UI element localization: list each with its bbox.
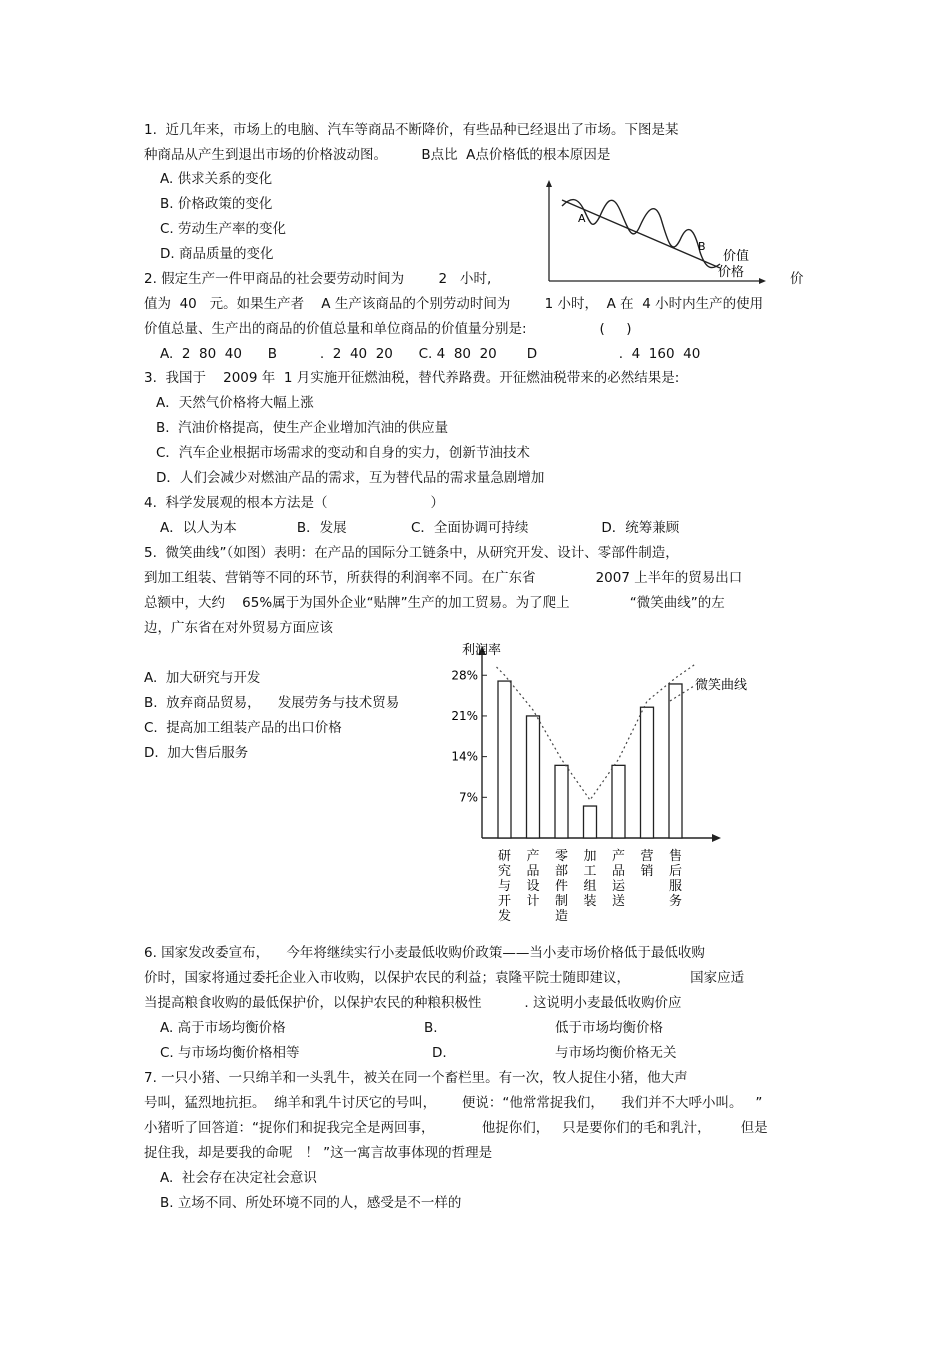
q1-option-d: D. 商品质量的变化: [160, 246, 274, 262]
q3-option-a: A．天然气价格将大幅上涨: [156, 395, 314, 411]
category-label: 产品运送: [612, 849, 626, 909]
y-tick-label: 28%: [451, 668, 478, 683]
smile-curve-label: 微笑曲线: [695, 678, 748, 693]
bar-7: [669, 684, 682, 838]
q1-option-b: B. 价格政策的变化: [160, 196, 273, 212]
smile-curve-chart: [440, 636, 770, 936]
q5-line4: 边，广东省在对外贸易方面应该: [144, 620, 333, 636]
q2-options: A. 2 80 40 B . 2 40 20 C. 4 80 20 D . 4 160 40: [160, 346, 701, 362]
q6-option-c: C. 与市场均衡价格相等: [160, 1045, 300, 1061]
q1-line2: 种商品从产生到退出市场的价格波动图。 B点比 A点价格低的根本原因是: [144, 147, 611, 163]
q2-line3: 价值总量、生产出的商品的价值总量和单位商品的价值量分别是: ( ): [144, 321, 632, 337]
bar-1: [498, 681, 511, 838]
bar-6: [641, 707, 654, 838]
q7-option-a: A. 社会存在决定社会意识: [160, 1170, 317, 1186]
q2-line2: 值为 40 元。如果生产者 A 生产该商品的个别劳动时间为 1 小时， A 在 4 小时内生产的使用: [144, 296, 764, 312]
q5-option-d: D. 加大售后服务: [144, 745, 249, 761]
q5-option-b: B. 放弃商品贸易， 发展劳务与技术贸易: [144, 695, 400, 711]
q5-line1: 5. 微笑曲线”（如图）表明：在产品的国际分工链条中，从研究开发、设计、零部件制造，: [144, 545, 679, 561]
category-label: 加工组装: [583, 849, 597, 909]
value-legend-label: 价值: [723, 249, 750, 264]
category-label: 研究与开发: [498, 849, 512, 924]
q2-line1: 2. 假定生产一件甲商品的社会要劳动时间为 2 小时,: [144, 271, 492, 287]
bar-3: [555, 765, 568, 838]
q4-line1: 4. 科学发展观的根本方法是（ ）: [144, 495, 444, 511]
bar-5: [612, 765, 625, 838]
y-tick-label: 21%: [451, 708, 478, 723]
q6-line3: 当提高粮食收购的最低保护价，以保护农民的种粮积极性 . 这说明小麦最低收购价应: [144, 995, 682, 1011]
q3-option-b: B. 汽油价格提高，使生产企业增加汽油的供应量: [156, 420, 449, 436]
q6-option-b-letter: B.: [424, 1020, 438, 1036]
q3-option-c: C．汽车企业根据市场需求的变动和自身的实力，创新节油技术: [156, 445, 530, 461]
point-b-label: B: [698, 240, 706, 253]
q7-line3: 小猪听了回答道：“捉你们和捉我完全是两回事， 他捉你们， 只是要你们的毛和乳汁， 但是: [144, 1120, 768, 1136]
y-tick-label: 14%: [451, 749, 478, 764]
value-line: [562, 200, 720, 268]
price-chart-y-arrow: [546, 180, 552, 187]
y-tick-label: 7%: [458, 790, 478, 805]
q7-line4: 捉住我，却是要我的命呢 ！ ”这一寓言故事体现的哲理是: [144, 1145, 493, 1161]
q2-line1-end: 价: [790, 271, 804, 287]
q3-line1: 3. 我国于 2009 年 1 月实施开征燃油税，替代养路费。开征燃油税带来的必然结果是:: [144, 370, 680, 386]
category-label: 产品设计: [526, 849, 540, 909]
point-a-label: A: [578, 212, 586, 225]
price-chart-x-arrow: [759, 278, 766, 284]
q7-option-b: B. 立场不同、所处环境不同的人，感受是不一样的: [160, 1195, 462, 1211]
price-legend-label: 价格: [718, 265, 745, 280]
q6-option-d-letter: D.: [432, 1045, 447, 1061]
q1-line1: 1. 近几年来，市场上的电脑、汽车等商品不断降价，有些品种已经退出了市场。下图是某: [144, 122, 679, 138]
category-label: 售后服务: [669, 849, 683, 909]
category-label: 零部件制造: [555, 849, 569, 924]
q6-line2: 价时，国家将通过委托企业入市收购，以保护农民的利益；袁隆平院士随即建议， 国家应适: [144, 970, 745, 986]
smile-chart-y-label: 利润率: [462, 643, 502, 658]
q5-line3: 总额中，大约 65%属于为国外企业“贴牌”生产的加工贸易。为了爬上 “微笑曲线”的左: [144, 595, 725, 611]
smile-chart-x-arrow: [712, 834, 721, 842]
bar-4: [584, 806, 597, 838]
q6-option-d-text: 与市场均衡价格无关: [555, 1045, 677, 1061]
bar-2: [527, 716, 540, 838]
q1-option-a: A. 供求关系的变化: [160, 171, 273, 187]
q6-option-b-text: 低于市场均衡价格: [555, 1020, 663, 1036]
q6-option-a: A. 高于市场均衡价格: [160, 1020, 286, 1036]
q1-option-c: C. 劳动生产率的变化: [160, 221, 287, 237]
price-fluctuation-chart: [540, 178, 770, 290]
q5-option-a: A. 加大研究与开发: [144, 670, 261, 686]
q4-options: A．以人为本 B．发展 C．全面协调可持续 D．统筹兼顾: [160, 520, 680, 536]
q3-option-d: D．人们会减少对燃油产品的需求，互为替代品的需求量急剧增加: [156, 470, 545, 486]
category-label: 营销: [640, 849, 654, 879]
q6-line1: 6. 国家发改委宣布， 今年将继续实行小麦最低收购价政策——当小麦市场价格低于最低收购: [144, 945, 705, 961]
q7-line2: 号叫，猛烈地抗拒。 绵羊和乳牛讨厌它的号叫， 便说：“他常常捉我们， 我们并不大呼小叫。 ”: [144, 1095, 763, 1111]
q5-option-c: C. 提高加工组装产品的出口价格: [144, 720, 342, 736]
q5-line2: 到加工组装、营销等不同的环节，所获得的利润率不同。在广东省 2007 上半年的贸易出口: [144, 570, 743, 586]
q7-line1: 7. 一只小猪、一只绵羊和一头乳牛，被关在同一个畜栏里。有一次，牧人捉住小猪，他大声: [144, 1070, 688, 1086]
